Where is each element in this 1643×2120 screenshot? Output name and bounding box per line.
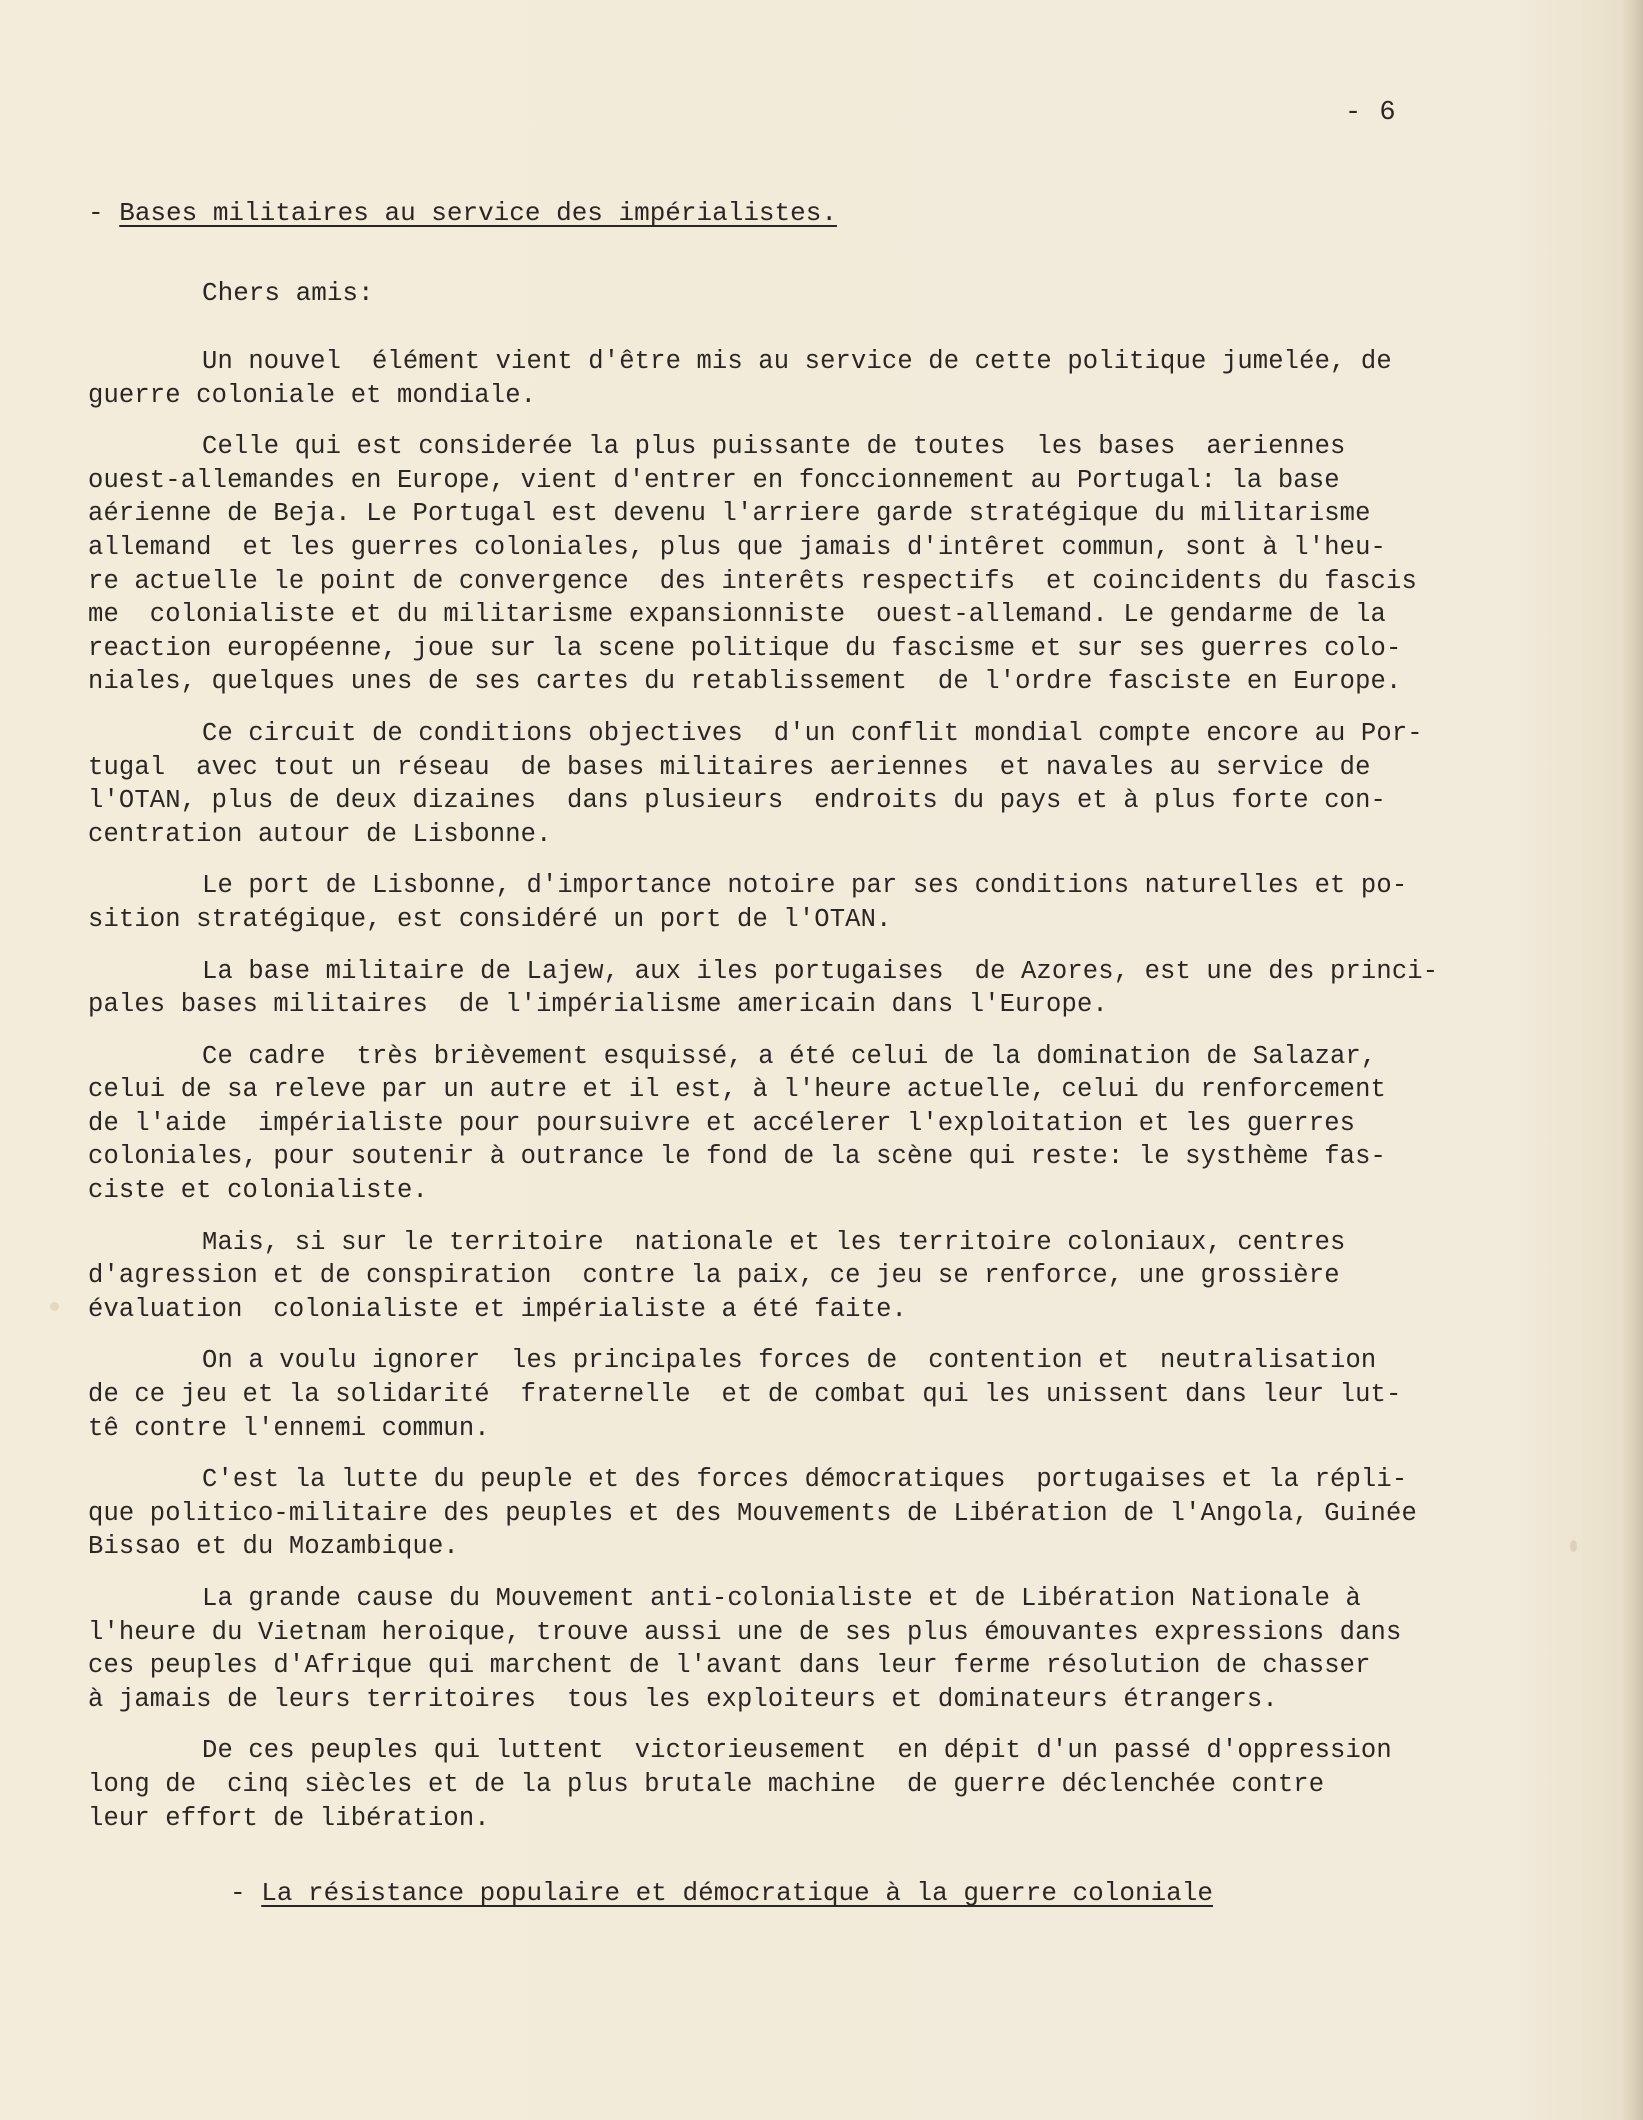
section-heading xyxy=(230,1876,1213,1910)
text-line: sition stratégique, est considéré un port de l'OTAN. xyxy=(88,904,892,934)
paragraph xyxy=(88,430,1448,699)
heading-prefix: - xyxy=(230,1878,262,1908)
text-line: me colonialiste et du militarisme expansionniste ouest-allemand. Le gendarme de la xyxy=(88,600,1387,630)
document-body xyxy=(88,345,1448,1853)
text-line: reaction européenne, joue sur la scene politique du fascisme et sur ses guerres colo- xyxy=(88,633,1402,663)
paper-stain xyxy=(1570,1540,1577,1552)
text-line: centration autour de Lisbonne. xyxy=(88,819,552,849)
text-line: De ces peuples qui luttent victorieusement en dépit d'un passé d'oppression xyxy=(202,1736,1392,1766)
text-line: Celle qui est considerée la plus puissante de toutes les bases aeriennes xyxy=(202,432,1346,462)
paragraph xyxy=(88,1734,1448,1835)
paragraph xyxy=(88,1344,1448,1445)
text-line: re actuelle le point de convergence des interêts respectifs et coincidents du fascis xyxy=(88,566,1417,596)
text-line: de ce jeu et la solidarité fraternelle et de combat qui les unissent dans leur lut- xyxy=(88,1380,1402,1410)
heading-title: La résistance populaire et démocratique à la guerre coloniale xyxy=(261,1878,1213,1908)
text-line: ciste et colonialiste. xyxy=(88,1176,428,1206)
text-line: évaluation colonialiste et impérialiste a été faite. xyxy=(88,1294,907,1324)
text-line: ces peuples d'Afrique qui marchent de l'avant dans leur ferme résolution de chasser xyxy=(88,1651,1371,1681)
text-line: aérienne de Beja. Le Portugal est devenu l'arriere garde stratégique du militarisme xyxy=(88,499,1371,529)
page-edge-shadow xyxy=(1621,0,1643,2120)
text-line: niales, quelques unes de ses cartes du retablissement de l'ordre fasciste en Europe. xyxy=(88,667,1402,697)
paragraph xyxy=(88,1463,1448,1564)
text-line: long de cinq siècles et de la plus brutale machine de guerre déclenchée contre xyxy=(88,1769,1325,1799)
text-line: l'heure du Vietnam heroique, trouve aussi une de ses plus émouvantes expressions dans xyxy=(88,1617,1402,1647)
page-number: - 6 xyxy=(1345,98,1397,128)
paper-stain xyxy=(50,1302,59,1311)
heading-prefix: - xyxy=(88,198,120,228)
text-line: l'OTAN, plus de deux dizaines dans plusieurs endroits du pays et à plus forte con- xyxy=(88,786,1387,816)
paragraph xyxy=(88,717,1448,851)
paragraph xyxy=(88,1582,1448,1716)
text-line: que politico-militaire des peuples et des Mouvements de Libération de l'Angola, Guinée xyxy=(88,1498,1417,1528)
text-line: pales bases militaires de l'impérialisme americain dans l'Europe. xyxy=(88,990,1108,1020)
text-line: Le port de Lisbonne, d'importance notoire par ses conditions naturelles et po- xyxy=(202,871,1408,901)
text-line: Ce cadre très brièvement esquissé, a été celui de la domination de Salazar, xyxy=(202,1041,1377,1071)
paragraph xyxy=(88,955,1448,1022)
text-line: à jamais de leurs territoires tous les exploiteurs et dominateurs étrangers. xyxy=(88,1684,1278,1714)
paragraph xyxy=(88,1040,1448,1208)
text-line: leur effort de libération. xyxy=(88,1803,490,1833)
text-line: celui de sa releve par un autre et il est, à l'heure actuelle, celui du renforcement xyxy=(88,1075,1387,1105)
text-line: de l'aide impérialiste pour poursuivre et accélerer l'exploitation et les guerres xyxy=(88,1108,1356,1138)
paragraph xyxy=(88,869,1448,936)
text-line: La grande cause du Mouvement anti-colonialiste et de Libération Nationale à xyxy=(202,1584,1361,1613)
paragraph xyxy=(88,1226,1448,1327)
text-line: Mais, si sur le territoire nationale et les territoire coloniaux, centres xyxy=(202,1227,1346,1257)
text-line: guerre coloniale et mondiale. xyxy=(88,380,537,410)
text-line: coloniales, pour soutenir à outrance le fond de la scène qui reste: le systhème fas- xyxy=(88,1142,1387,1172)
paragraph xyxy=(88,345,1448,412)
text-line: C'est la lutte du peuple et des forces démocratiques portugaises et la répli- xyxy=(202,1465,1408,1495)
text-line: Un nouvel élément vient d'être mis au service de cette politique jumelée, de xyxy=(202,347,1392,376)
salutation: Chers amis: xyxy=(202,278,374,308)
heading-title: Bases militaires au service des impérialistes. xyxy=(119,198,837,228)
section-heading xyxy=(88,196,837,230)
text-line: Ce circuit de conditions objectives d'un conflit mondial compte encore au Por- xyxy=(202,718,1423,748)
text-line: La base militaire de Lajew, aux iles portugaises de Azores, est une des princi- xyxy=(202,956,1439,986)
text-line: allemand et les guerres coloniales, plus que jamais d'intêret commun, sont à l'heu- xyxy=(88,532,1387,562)
text-line: On a voulu ignorer les principales forces de contention et neutralisation xyxy=(202,1346,1377,1376)
text-line: tê contre l'ennemi commun. xyxy=(88,1413,490,1443)
text-line: Bissao et du Mozambique. xyxy=(88,1532,459,1562)
text-line: ouest-allemandes en Europe, vient d'entrer en fonccionnement au Portugal: la base xyxy=(88,465,1340,495)
text-line: tugal avec tout un réseau de bases militaires aeriennes et navales au service de xyxy=(88,752,1371,782)
text-line: d'agression et de conspiration contre la paix, ce jeu se renforce, une grossière xyxy=(88,1261,1340,1291)
